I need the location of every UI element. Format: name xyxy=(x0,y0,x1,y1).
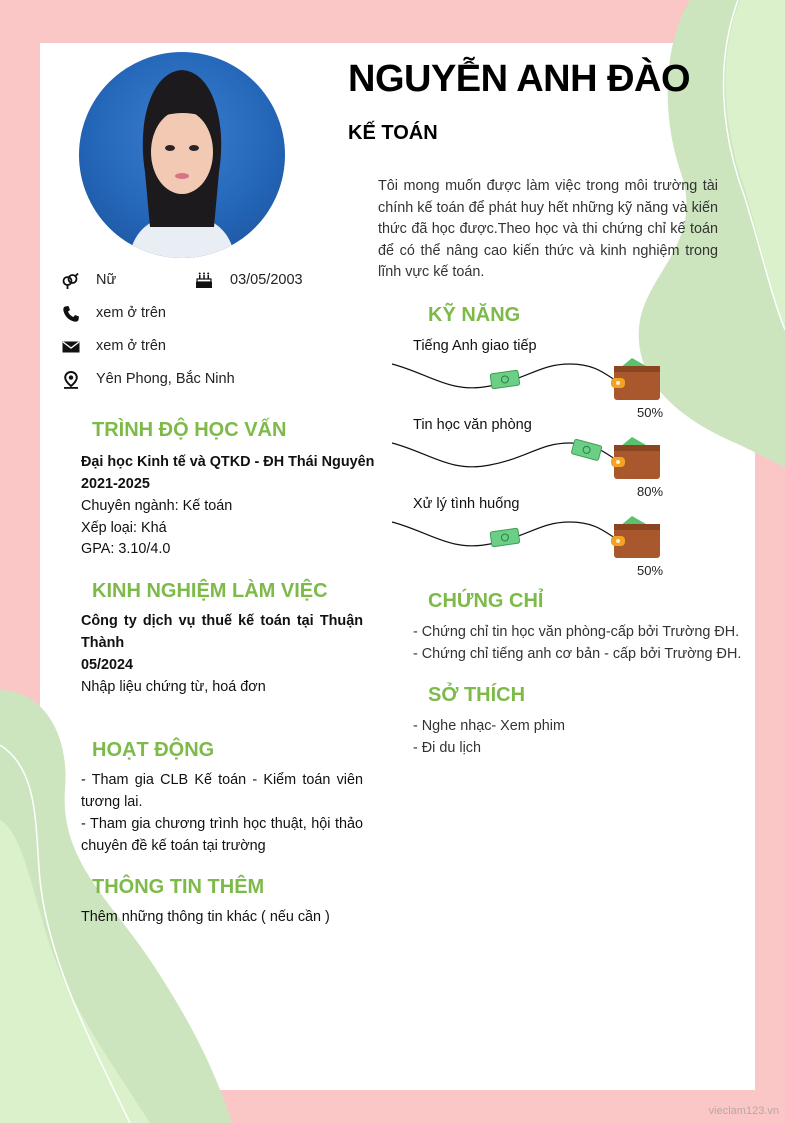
extra-info-text: Thêm những thông tin khác ( nếu cần ) xyxy=(81,909,330,925)
wallet-icon xyxy=(611,437,660,479)
skill-percent: 50% xyxy=(637,563,664,578)
address-value: Yên Phong, Bắc Ninh xyxy=(96,371,235,387)
hobbies-title: SỞ THÍCH xyxy=(428,684,526,706)
hobby-item: - Nghe nhạc- Xem phim xyxy=(413,718,565,734)
envelope-icon xyxy=(62,338,80,361)
money-note-icon xyxy=(571,439,602,461)
activity-item: - Tham gia CLB Kế toán - Kiểm toán viên tương lai. xyxy=(81,772,363,810)
experience-date: 05/2024 xyxy=(81,657,134,673)
education-rank: Xếp loại: Khá xyxy=(81,520,167,536)
location-pin-icon xyxy=(62,371,80,394)
skill-level-graphic xyxy=(390,512,670,572)
skill-level-graphic xyxy=(390,433,670,493)
phone-icon xyxy=(62,305,80,328)
wallet-icon xyxy=(611,516,660,558)
hobby-item: - Đi du lịch xyxy=(413,740,481,756)
education-title: TRÌNH ĐỘ HỌC VẤN xyxy=(92,419,287,441)
extra-info-title: THÔNG TIN THÊM xyxy=(92,876,265,898)
wallet-icon xyxy=(611,358,660,400)
birthday-value: 03/05/2003 xyxy=(230,272,303,288)
certificates-title: CHỨNG CHỈ xyxy=(428,590,544,612)
profile-photo xyxy=(79,52,285,258)
watermark: vieclam123.vn xyxy=(708,1105,779,1117)
candidate-name: NGUYỄN ANH ĐÀO xyxy=(348,58,691,100)
phone-value: xem ở trên xyxy=(96,305,166,321)
education-gpa: GPA: 3.10/4.0 xyxy=(81,541,171,557)
money-note-icon xyxy=(490,370,520,389)
experience-company: Công ty dịch vụ thuế kế toán tại Thuận Thành xyxy=(81,613,363,651)
gender-value: Nữ xyxy=(96,272,117,288)
skills-title: KỸ NĂNG xyxy=(428,304,521,326)
certificate-item: - Chứng chỉ tiếng anh cơ bản - cấp bởi Trường ĐH. xyxy=(413,646,742,662)
experience-title: KINH NGHIỆM LÀM VIỆC xyxy=(92,580,328,602)
education-school: Đại học Kinh tế và QTKD - ĐH Thái Nguyên xyxy=(81,454,375,470)
certificate-item: - Chứng chỉ tin học văn phòng-cấp bởi Trường ĐH. xyxy=(413,624,740,640)
activities-title: HOẠT ĐỘNG xyxy=(92,739,215,761)
education-period: 2021-2025 xyxy=(81,476,150,492)
skill-name: Tiếng Anh giao tiếp xyxy=(413,338,537,354)
money-note-icon xyxy=(490,528,520,547)
skill-level-graphic xyxy=(390,354,670,414)
activity-item: - Tham gia chương trình học thuật, hội thảo chuyên đề kế toán tại trường xyxy=(81,816,363,854)
experience-description: Nhập liệu chứng từ, hoá đơn xyxy=(81,679,266,695)
skill-name: Tin học văn phòng xyxy=(413,417,532,433)
skill-percent: 50% xyxy=(637,405,664,420)
career-objective: Tôi mong muốn được làm việc trong môi trường tài chính kế toán để phát huy hết những kỹ năng và kiến thức đã học được.Theo học và thi chứng chỉ kế toán để có thể nâng cao kiến thức và kinh nghiệm trong lĩnh vực kế toán. xyxy=(378,178,718,280)
skill-percent: 80% xyxy=(637,484,664,499)
birthday-cake-icon xyxy=(195,271,213,294)
education-major: Chuyên ngành: Kế toán xyxy=(81,498,233,514)
job-title: KẾ TOÁN xyxy=(348,122,438,144)
gender-icon xyxy=(61,272,79,295)
skill-name: Xử lý tình huống xyxy=(413,496,520,512)
email-value: xem ở trên xyxy=(96,338,166,354)
